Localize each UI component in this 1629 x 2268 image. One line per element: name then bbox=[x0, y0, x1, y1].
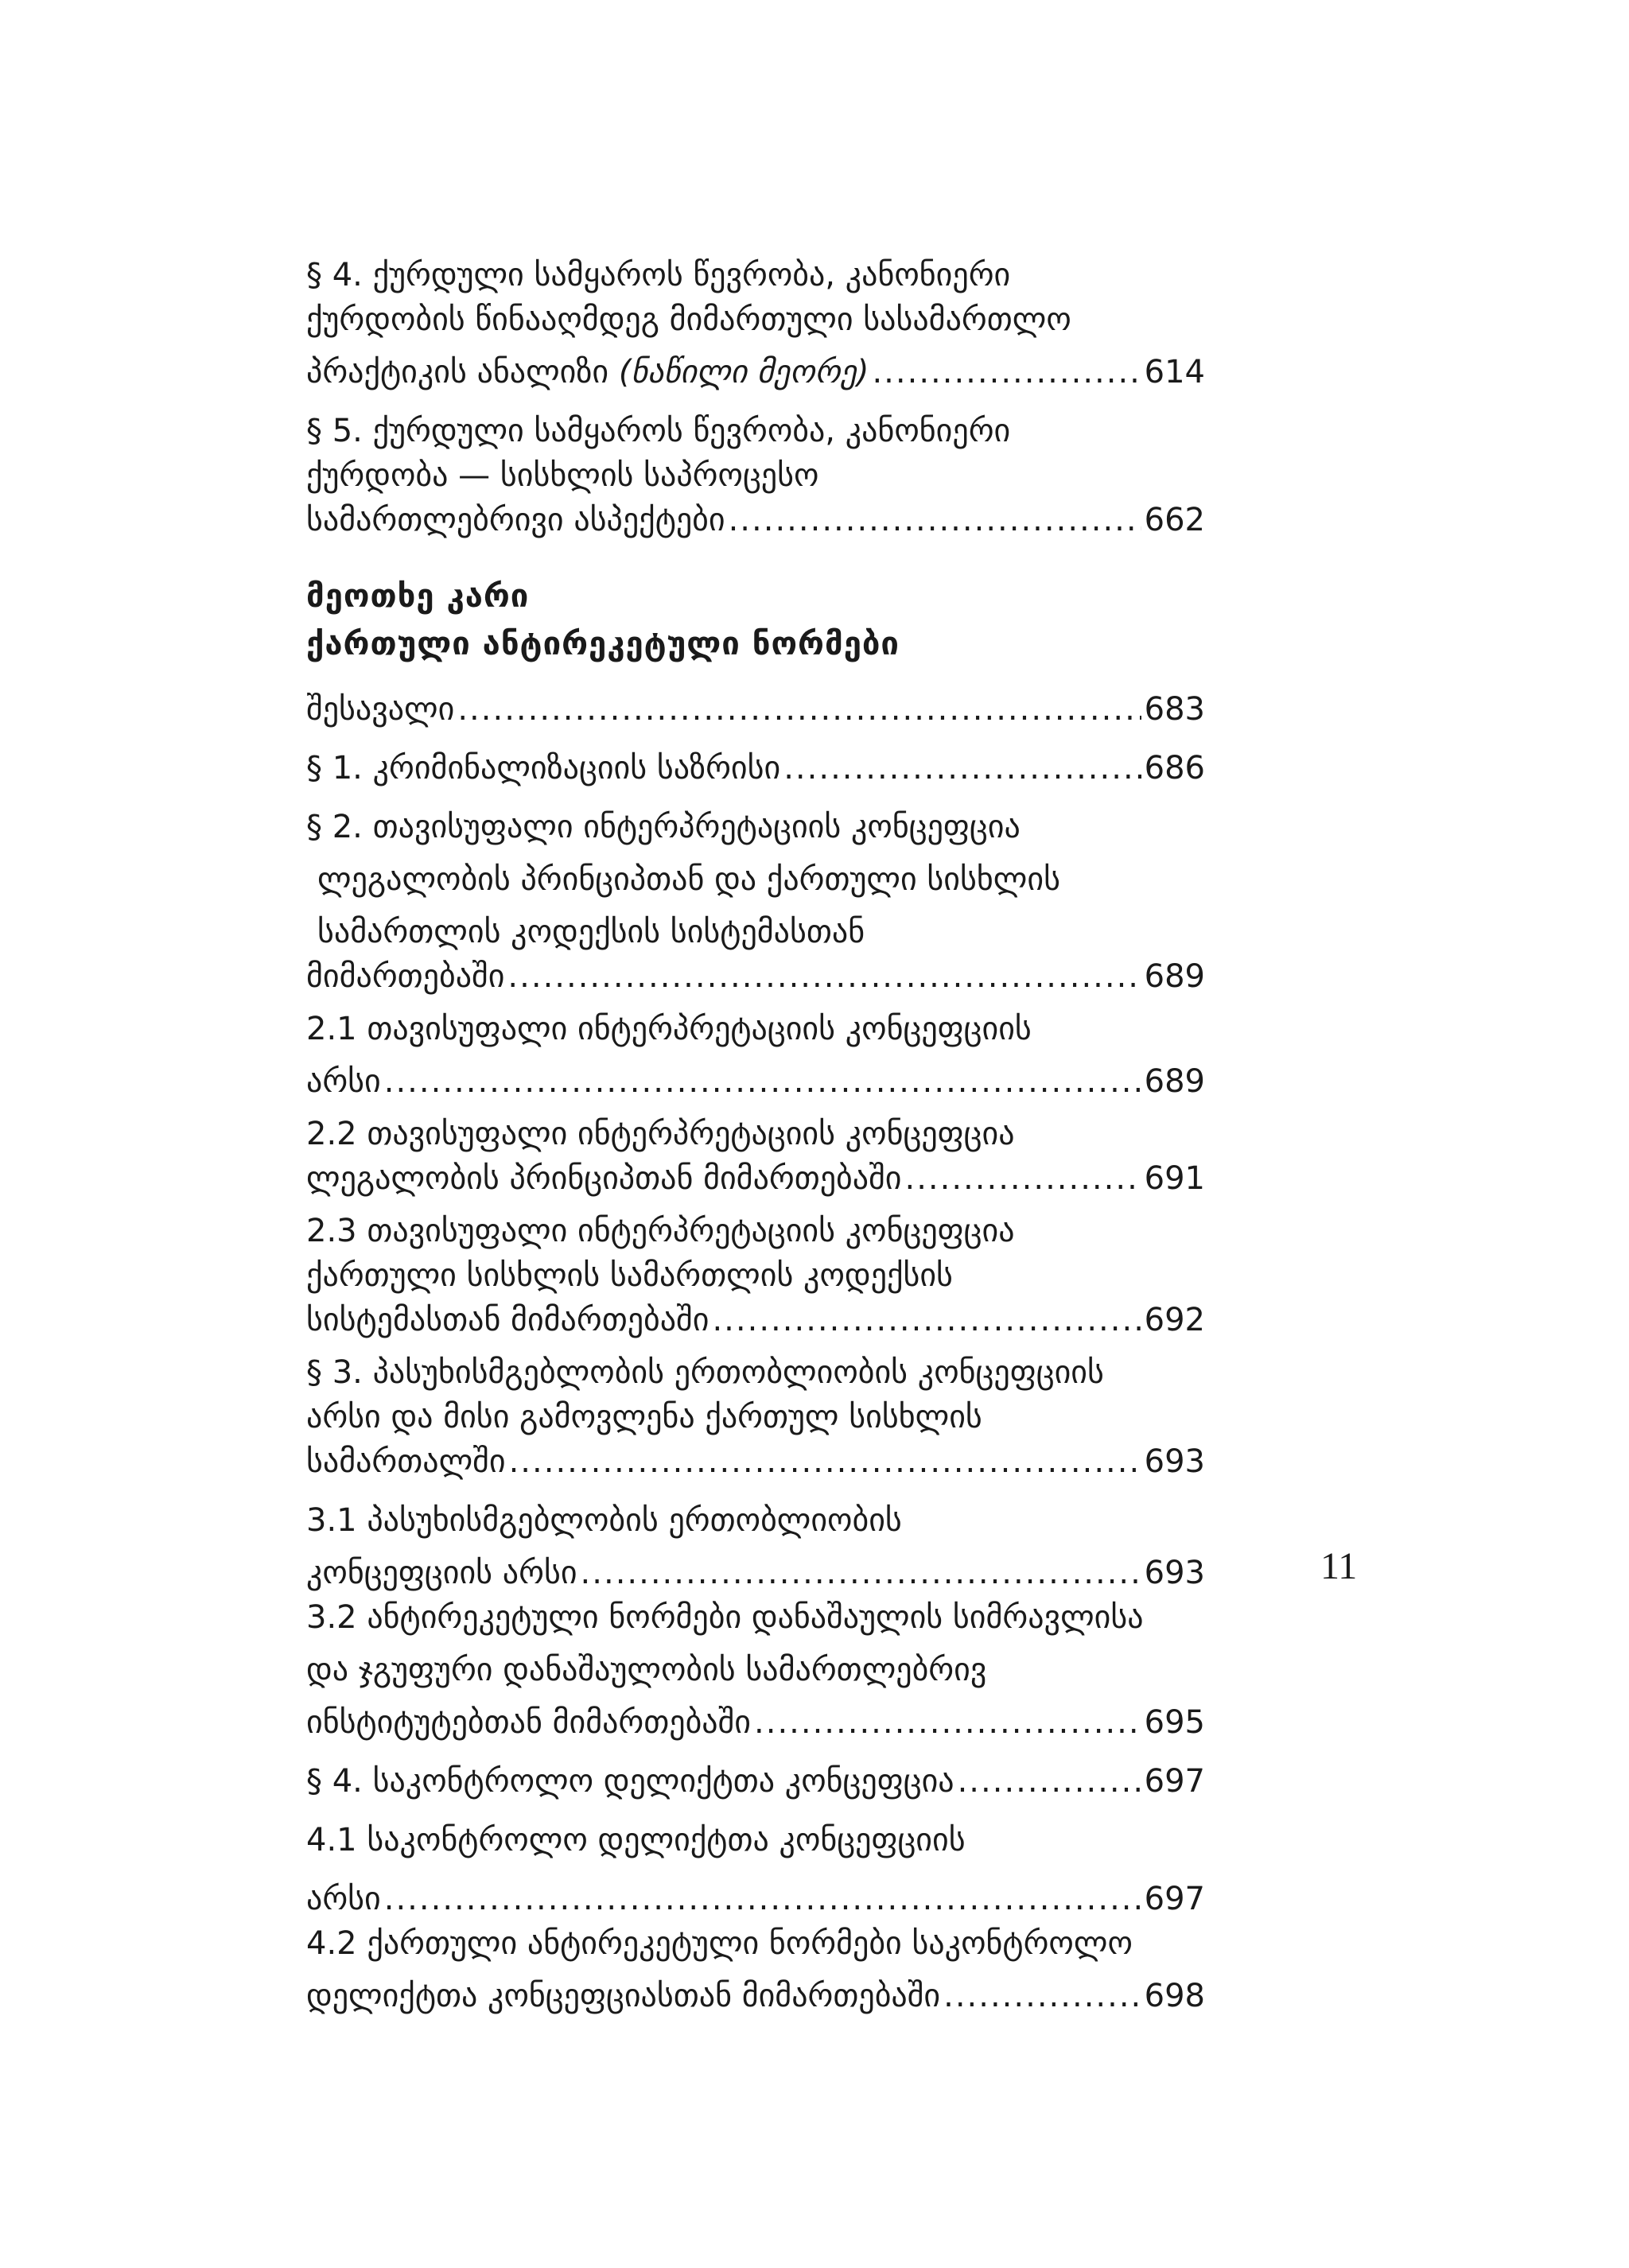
toc-entry-text: სამართლებრივი ასპექტები bbox=[306, 502, 725, 538]
toc-entry-line: 3.1 პასუხისმგებლობის ერთობლიობის bbox=[306, 1502, 902, 1539]
toc-entry-last-line bbox=[306, 954, 1205, 999]
dot-leader bbox=[729, 498, 1141, 542]
toc-page-number: 691 bbox=[1144, 1160, 1205, 1197]
toc-entry-last-line bbox=[306, 1298, 1205, 1342]
dot-leader bbox=[783, 746, 1141, 790]
dot-leader bbox=[904, 1156, 1141, 1201]
toc-entry-line: 4.1 საკონტროლო დელიქტთა კონცეფციის bbox=[306, 1822, 966, 1858]
toc-entry-last-line bbox=[306, 1551, 1205, 1595]
toc-entry-4-1 bbox=[306, 1818, 1205, 1921]
chapter-title-line-1: მეოთხე კარი bbox=[306, 578, 530, 615]
toc-entry-text: § 1. კრიმინალიზაციის საზრისი bbox=[306, 750, 781, 786]
toc-entry-2-3 bbox=[306, 1209, 1205, 1342]
dot-leader bbox=[509, 1439, 1141, 1484]
dot-leader bbox=[507, 954, 1141, 999]
toc-entry-line: 4.2 ქართული ანტირეკეტული ნორმები საკონტროლო bbox=[306, 1925, 1133, 1962]
toc-entry-last-line bbox=[306, 687, 1205, 732]
toc-entry-text: არსი bbox=[306, 1881, 381, 1917]
toc-entry-text: ინსტიტუტებთან მიმართებაში bbox=[306, 1704, 752, 1741]
toc-entry-section-2 bbox=[306, 805, 1205, 999]
dot-leader bbox=[581, 1551, 1141, 1595]
toc-entry-line: სამართლის კოდექსის სისტემასთან bbox=[317, 914, 865, 950]
toc-entry-text: ლეგალობის პრინციპთან მიმართებაში bbox=[306, 1160, 902, 1197]
toc-entry-line: ლეგალობის პრინციპთან და ქართული სისხლის bbox=[317, 861, 1060, 898]
toc-entry-line: 2.3 თავისუფალი ინტერპრეტაციის კონცეფცია bbox=[306, 1213, 1015, 1249]
toc-entry-last-line bbox=[306, 1759, 1205, 1804]
toc-entry-last-line bbox=[306, 746, 1205, 790]
toc-page-number: 614 bbox=[1144, 354, 1205, 390]
dot-leader bbox=[384, 1877, 1141, 1921]
toc-page-number: 686 bbox=[1144, 750, 1205, 786]
toc-entry-text: სისტემასთან მიმართებაში bbox=[306, 1302, 710, 1338]
dot-leader bbox=[754, 1700, 1141, 1745]
toc-entry-section-4-controls bbox=[306, 1759, 1205, 1804]
toc-entry-section-1 bbox=[306, 746, 1205, 790]
toc-entry-line: § 3. პასუხისმგებლობის ერთობლიობის კონცეფციის bbox=[306, 1354, 1104, 1391]
toc-entry-last-line bbox=[306, 1877, 1205, 1921]
toc-entry-section-4 bbox=[306, 253, 1205, 394]
toc-page-number: 695 bbox=[1144, 1704, 1205, 1741]
toc-entry-line: ქართული სისხლის სამართლის კოდექსის bbox=[306, 1257, 953, 1294]
toc-page-number: 692 bbox=[1144, 1302, 1205, 1338]
dot-leader bbox=[872, 350, 1141, 394]
table-of-contents bbox=[306, 253, 1205, 2018]
chapter-heading bbox=[306, 573, 1205, 668]
toc-entry-italic-note: (ნაწილი მეორე) bbox=[618, 354, 869, 390]
toc-entry-text: არსი bbox=[306, 1063, 381, 1100]
toc-entry-2-1 bbox=[306, 1007, 1205, 1104]
toc-page-number: 697 bbox=[1144, 1881, 1205, 1917]
chapter-title-line-2: ქართული ანტირეკეტული ნორმები bbox=[306, 626, 900, 662]
toc-entry-last-line bbox=[306, 350, 1205, 394]
toc-entry-line: § 4. ქურდული სამყაროს წევრობა, კანონიერი bbox=[306, 257, 1011, 293]
toc-entry-3-1 bbox=[306, 1498, 1205, 1595]
toc-entry-section-5 bbox=[306, 409, 1205, 542]
toc-page-number: 683 bbox=[1144, 691, 1205, 728]
toc-page-number: 693 bbox=[1144, 1443, 1205, 1480]
toc-entry-text: კონცეფციის არსი bbox=[306, 1555, 577, 1591]
toc-entry-last-line bbox=[306, 1156, 1205, 1201]
dot-leader bbox=[712, 1298, 1141, 1342]
toc-entry-text: მიმართებაში bbox=[306, 958, 505, 995]
toc-entry-text: სამართალში bbox=[306, 1443, 506, 1480]
toc-entry-introduction bbox=[306, 687, 1205, 732]
toc-entry-line: § 2. თავისუფალი ინტერპრეტაციის კონცეფცია bbox=[306, 809, 1021, 845]
toc-entry-last-line bbox=[306, 1700, 1205, 1745]
toc-entry-text: § 4. საკონტროლო დელიქტთა კონცეფცია bbox=[306, 1763, 954, 1800]
toc-entry-line: არსი და მისი გამოვლენა ქართულ სისხლის bbox=[306, 1399, 982, 1435]
toc-entry-last-line bbox=[306, 1439, 1205, 1484]
toc-page-number: 662 bbox=[1144, 502, 1205, 538]
toc-entry-line: 3.2 ანტირეკეტული ნორმები დანაშაულის სიმრავლისა bbox=[306, 1599, 1144, 1636]
toc-entry-3-2 bbox=[306, 1595, 1205, 1745]
toc-entry-text: დელიქტთა კონცეფციასთან მიმართებაში bbox=[306, 1978, 941, 2014]
dot-leader bbox=[943, 1974, 1141, 2018]
toc-entry-4-2 bbox=[306, 1921, 1205, 2018]
toc-page-number: 693 bbox=[1144, 1555, 1205, 1591]
toc-page-number: 689 bbox=[1144, 1063, 1205, 1100]
toc-entry-last-line bbox=[306, 498, 1205, 542]
toc-page-number: 697 bbox=[1144, 1763, 1205, 1800]
toc-entry-text: პრაქტიკის ანალიზი (ნაწილი მეორე) bbox=[306, 354, 869, 390]
page-number: 11 bbox=[1320, 1545, 1358, 1587]
toc-entry-last-line bbox=[306, 1974, 1205, 2018]
toc-entry-line: § 5. ქურდული სამყაროს წევრობა, კანონიერი bbox=[306, 413, 1011, 449]
toc-entry-line: და ჯგუფური დანაშაულობის სამართლებრივ bbox=[306, 1652, 987, 1688]
toc-entry-section-3 bbox=[306, 1350, 1205, 1484]
toc-entry-line: ქურდობა — სისხლის საპროცესო bbox=[306, 457, 819, 494]
toc-page-number: 698 bbox=[1144, 1978, 1205, 2014]
toc-entry-last-line bbox=[306, 1059, 1205, 1104]
toc-entry-2-2 bbox=[306, 1112, 1205, 1201]
dot-leader bbox=[457, 687, 1141, 732]
toc-entry-line: 2.1 თავისუფალი ინტერპრეტაციის კონცეფციის bbox=[306, 1011, 1032, 1047]
toc-page-number: 689 bbox=[1144, 958, 1205, 995]
toc-entry-text: შესავალი bbox=[306, 691, 455, 728]
toc-entry-line: 2.2 თავისუფალი ინტერპრეტაციის კონცეფცია bbox=[306, 1116, 1015, 1152]
dot-leader bbox=[384, 1059, 1141, 1104]
dot-leader bbox=[958, 1759, 1141, 1804]
toc-entry-line: ქურდობის წინააღმდეგ მიმართული სასამართლო bbox=[306, 301, 1071, 338]
